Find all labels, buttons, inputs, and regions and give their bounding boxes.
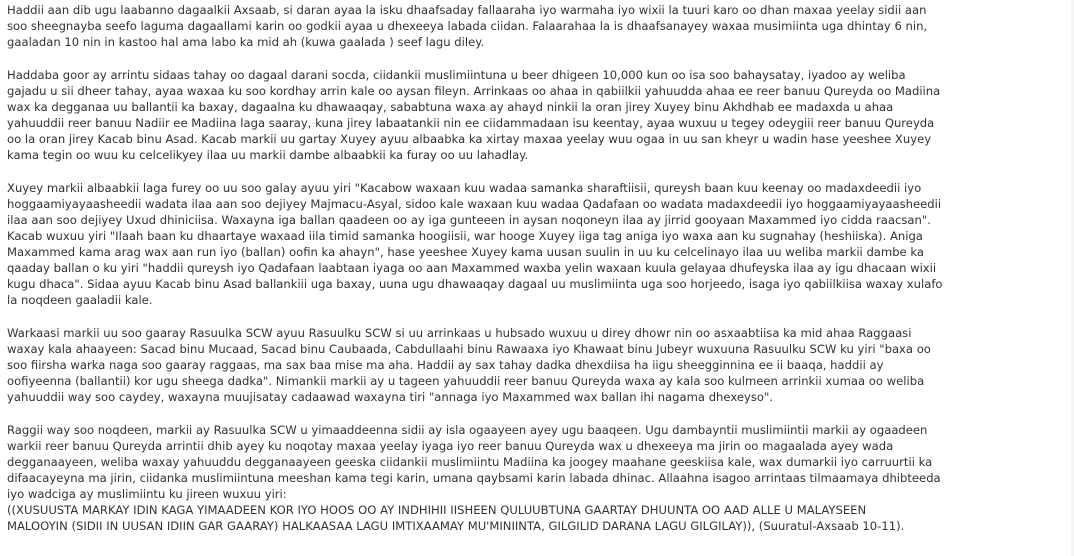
text-line: difaacayeyna ma jirin, ciidanka muslimiintuna meeshan kama tegi karin, umana qaybsami karin labada dhinac. Allaahna isagoo arrintaas tilmaamaya dhibteeda — [7, 471, 941, 485]
paragraph — [7, 422, 1071, 534]
text-line: soo sheegnayba seefo laguma dagaallami karin oo godkii ayaa u dhexeeya labada ciidan. Falaarahaa la is dhaafsanayey waxaa musimiinta uga dhintay 6 nin, — [7, 19, 928, 33]
text-line: yahuuddii way soo caydey, waxayna muujisatay cadaawad waxayna tiri "annaga iyo Maxammed wax ballan ihi nagama dhexeyso". — [7, 390, 773, 404]
text-line: kugu dhaca". Sidaa ayuu Kacab binu Asad ballankiii uga baxay, uuna ugu dhawaaqay dagaal uu muslimiinta uga soo horjeedo, isaga iyo qabiilkiisa waxay xulafo — [7, 277, 943, 291]
text-line: Maxammed kama arag wax aan run iyo (ballan) oofin ka ahayn", hase yeeshee Xuyey kama uusan suulin in uu ku celcelinayo ilaa uu weliba markii dambe ka — [7, 245, 924, 259]
text-line: Haddii aan dib ugu laabanno dagaalkii Axsaab, si daran ayaa la isku dhaafsaday fallaaraha iyo warmaha iyo wixii la tuuri karo oo dhan maxaa yeelay sidii aan — [7, 3, 927, 17]
text-line: wax ka degganaa uu ballantii ka baxay, dagaalna ku dhawaaqay, sababtuna waxa ay ahayd ninkii la oran jirey Xuyey binu Akhdhab ee madaxda u ahaa — [7, 100, 894, 114]
text-line: warkii reer banuu Qureyda arrintii dhib ayey ku noqotay maxaa yeelay iyaga iyo reer banuu Qureyda wax u dhexeeya ma jirin oo magaalada ayey wada — [7, 439, 894, 453]
text-line: iyo wadciga ay muslimiintu ku jireen wuxuu yiri: — [7, 487, 287, 501]
article-body — [7, 2, 1071, 551]
text-line: gajadu u sii dheer tahay, ayaa waxaa ku soo kordhay arrin kale oo aysan fileyn. Arrinkaas oo ahaa in qabiilkii yahuudda ahaa ee reer banuu Qureyda oo Madiina — [7, 84, 941, 98]
text-line: Raggii way soo noqdeen, markii ay Rasuulka SCW u yimaaddeenna sidii ay isla ogaayeen ayey ugu baaqeen. Ugu dambayntii muslimiintii markii ay ogaadeen — [7, 423, 928, 437]
paragraph — [7, 180, 1071, 308]
text-line: Haddaba goor ay arrintu sidaas tahay oo dagaal darani socda, ciidankii muslimiintuna u beer dhigeen 10,000 kun oo isa soo bahaysatay, iyadoo ay weliba — [7, 68, 906, 82]
text-line: la noqdeen gaaladii kale. — [7, 293, 153, 307]
paragraph — [7, 2, 1071, 50]
text-line: yahuuddii reer banuu Nadiir ee Madiina laga saaray, kuna jirey labaatankii nin ee ciidammadaan isu keentay, ayaa wuxuu u tegey odeygiii reer banuu Qureyda — [7, 116, 935, 130]
paragraph — [7, 67, 1071, 163]
paragraph — [7, 325, 1071, 405]
text-line: waxay kala ahaayeen: Sacad binu Mucaad, Sacad binu Caubaada, Cabdullaahi binu Rawaaxa iyo Khawaat binu Jubeyr wuxuuna Rasuulku SCW ku yiri "baxa oo — [7, 342, 931, 356]
text-line: qaaday ballan o ku yiri "haddii qureysh iyo Qadafaan laabtaan iyaga oo aan Maxammed waxba yelin waxaan kuula gelayaa dhufeyska ilaa ay igu dhacaan wixii — [7, 261, 937, 275]
text-line: kama tegin oo wuu ku celcelikyey ilaa uu markii dambe albaabkii ka furay oo uu lahadlay. — [7, 148, 529, 162]
text-line: oofiyeenna (ballantii) kor ugu sheega dadka". Nimankii markii ay u tageen yahuuddii reer banuu Qureyda waxa ay kala soo kulmeen arrinkii xumaa oo weliba — [7, 374, 925, 388]
text-line: hoggaamiyayaasheedii wadata ilaa aan soo dejiyey Majmacu-Asyal, sidoo kale waxaan kuu wadaa Qadafaan oo wadata madaxdeedii iyo hoggaamiyayaasheedii — [7, 197, 942, 211]
text-line: Warkaasi markii uu soo gaaray Rasuulka SCW ayuu Rasuulku SCW si uu arrinkaas u hubsado wuxuu u direy dhowr nin oo asxaabtiisa ka mid ahaa Raggaasi — [7, 326, 912, 340]
text-line: degganaayeen, weliba waxay yahuuddu degganaayeen geeska ciidankii muslimiintu Madiina ka joogey maahane geeskiisa kale, wax dumarkii iyo carruurtii ka — [7, 455, 933, 469]
text-line: ilaa aan soo dejiyey Uxud dhiniciisa. Waxayna iga ballan qaadeen oo ay iga gunteeen in aysan noqoneyn ilaa ay jirrid gooyaan Maxammed iyo cidda raacsan". — [7, 213, 931, 227]
text-line: ((XUSUUSTA MARKAY IDIN KAGA YIMAADEEN KOR IYO HOOS OO AY INDHIHII IISHEEN QULUUBTUNA GAARTAY DHUUNTA OO AAD ALLE U MALAYSEEN — [7, 503, 867, 517]
text-line: oo la oran jirey Kacab binu Asad. Kacab markii uu gartay Xuyey ayuu albaabka ka xirtay maxaa yeelay wuu ogaa in uu san kheyr u wadin hase yeeshee Xuyey — [7, 132, 932, 146]
text-line: MALOOYIN (SIDII IN UUSAN IDIIN GAR GAARAY) HALKAASAA LAGU IMTIXAAMAY MU'MINIINTA, GILGILID DARANA LAGU GILGILAY)), (Suuratul-Axsaab 10-11). — [7, 519, 905, 533]
text-line: Kacab wuxuu yiri "Ilaah baan ku dhaartaye waxaad iila timid samanka hoogiisii, war hooge Xuyey iiga tag aniga iyo waxa aan ku sugnahay (heshiiska). Aniga — [7, 229, 923, 243]
text-line: soo fiirsha warka naga soo gaaray raggaas, ma sax baa mise ma aha. Haddii ay sax tahay dadka dhexdiisa ha iigu sheegginnina ee ii baaqa, haddii ay — [7, 358, 884, 372]
text-line: Xuyey markii albaabkii laga furey oo uu soo galay ayuu yiri "Kacabow waxaan kuu wadaa samanka sharaftiisii, qureysh baan kuu keenay oo madaxdeedii iyo — [7, 181, 922, 195]
text-line: gaaladan 10 nin in kastoo hal ama labo ka mid ah (kuwa gaalada ) seef lagu diley. — [7, 35, 485, 49]
